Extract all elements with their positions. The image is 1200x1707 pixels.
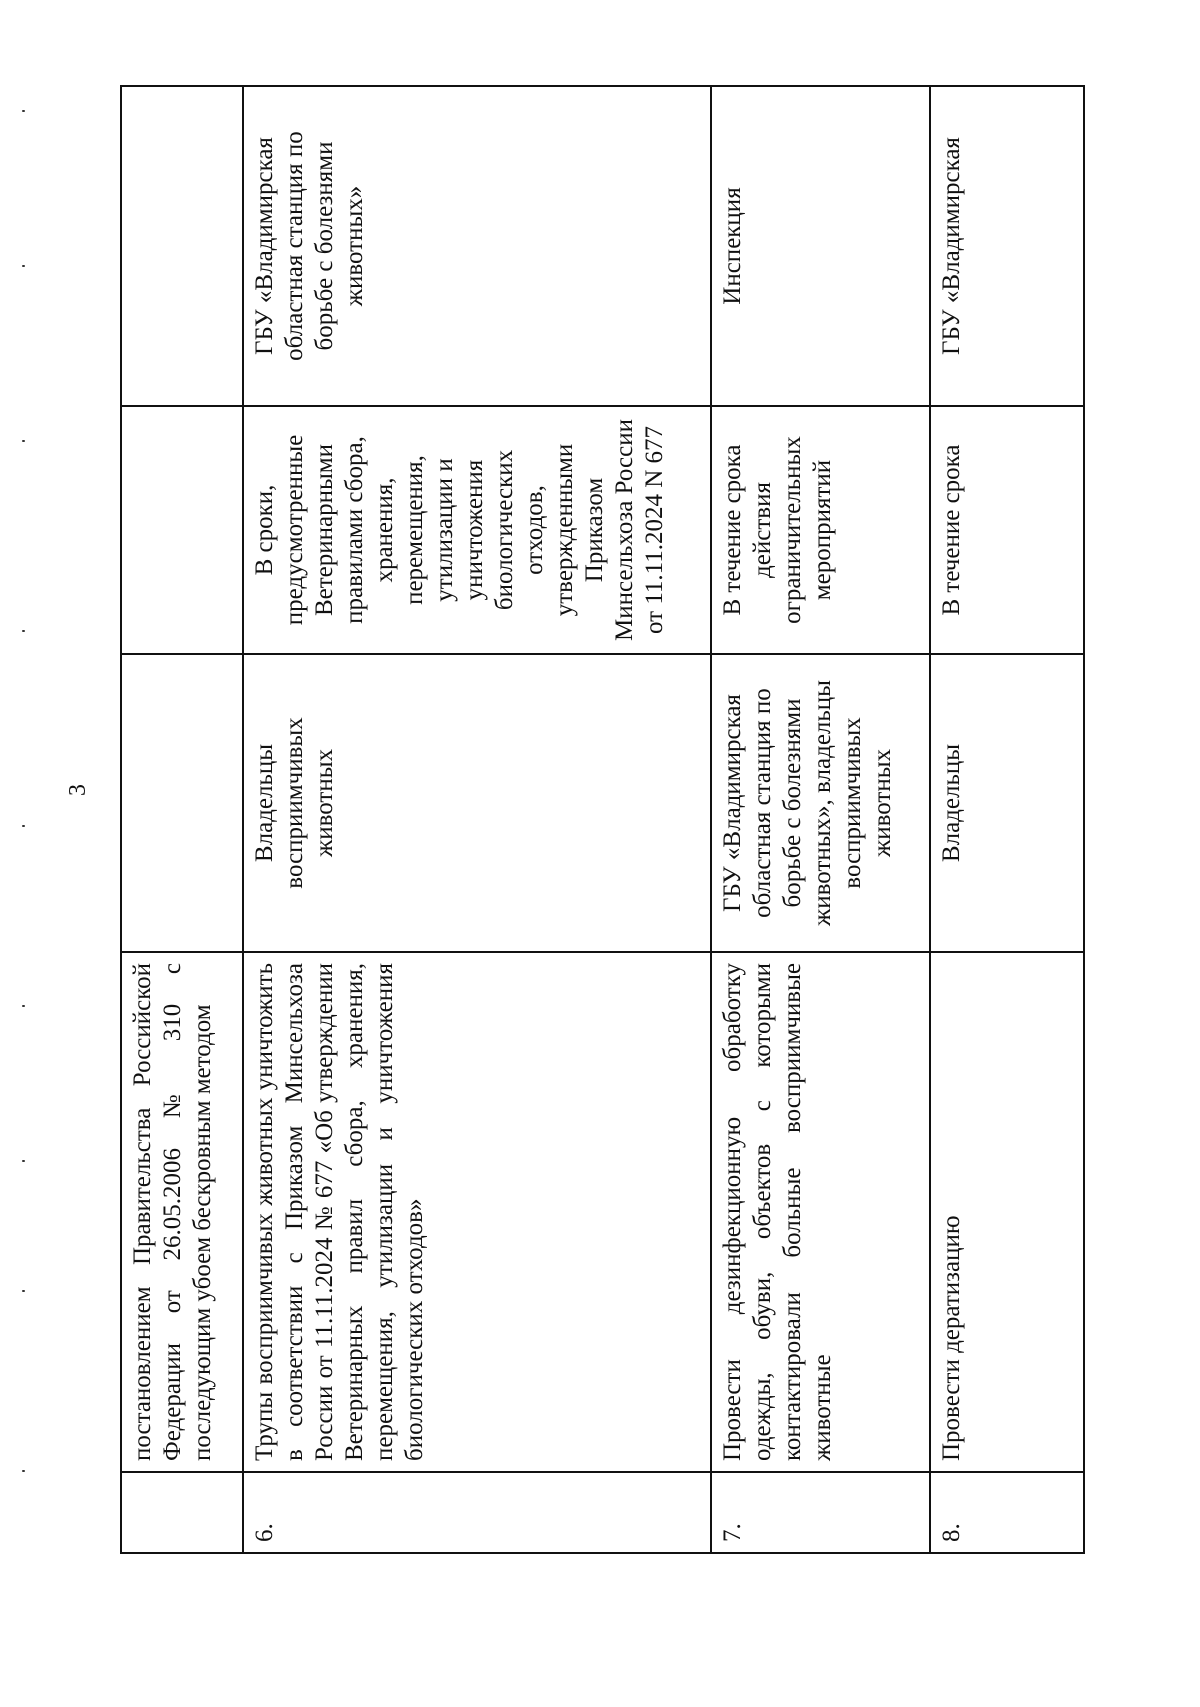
table-row (243, 86, 711, 1553)
action-cell: Трупы восприимчивых животных уничтожить в соответствии с Приказом Минсельхоза России от 11.11.2024 № 677 «Об утверждении Ветеринарных правил сбора, хранения, перемещения, утилизации и уничтожения биологических отходов» (243, 952, 711, 1472)
scan-speck (22, 1160, 25, 1162)
row-number (121, 1472, 243, 1553)
row-number: 7. (711, 1472, 930, 1553)
scan-speck (22, 825, 25, 827)
responsible-cell: Инспекция (711, 86, 930, 406)
scan-speck (22, 1005, 25, 1007)
responsible-cell (121, 86, 243, 406)
table-row (121, 86, 243, 1553)
page-number: 3 (65, 784, 91, 796)
executor-cell: Владельцы (930, 654, 1084, 952)
row-number: 6. (243, 1472, 711, 1553)
executor-cell: ГБУ «Владимирская областная станция по борьбе с болезнями животных», владельцы восприимчивых животных (711, 654, 930, 952)
measures-table (120, 85, 1085, 1554)
deadline-cell: В сроки, предусмотренные Ветеринарными правилами сбора, хранения, перемещения, утилизации и уничтожения биологических отходов, утвержденными Приказом Минсельхоза России от 11.11.2024 N 677 (243, 406, 711, 654)
row-number: 8. (930, 1472, 1084, 1553)
deadline-cell: В течение срока (930, 406, 1084, 654)
deadline-cell (121, 406, 243, 654)
table-row (711, 86, 930, 1553)
action-cell: Провести дератизацию (930, 952, 1084, 1472)
deadline-cell: В течение срока действия ограничительных мероприятий (711, 406, 930, 654)
responsible-cell: ГБУ «Владимирская областная станция по борьбе с болезнями животных» (243, 86, 711, 406)
scan-speck (22, 265, 25, 267)
scan-speck (22, 630, 25, 632)
table-row (930, 86, 1084, 1553)
scan-speck (22, 110, 25, 112)
scan-speck (22, 1470, 25, 1472)
executor-cell (121, 654, 243, 952)
action-cell: Провести дезинфекционную обработку одежды, обуви, объектов с которыми контактировали больные восприимчивые животные (711, 952, 930, 1472)
responsible-cell: ГБУ «Владимирская (930, 86, 1084, 406)
measures-table-frame (120, 87, 1083, 1554)
measures-table-rotated (120, 87, 1083, 1554)
action-cell: постановлением Правительства Российской Федерации от 26.05.2006 № 310 с последующим убоем бескровным методом (121, 952, 243, 1472)
executor-cell: Владельцы восприимчивых животных (243, 654, 711, 952)
scan-speck (22, 440, 25, 442)
scan-speck (22, 1290, 25, 1292)
